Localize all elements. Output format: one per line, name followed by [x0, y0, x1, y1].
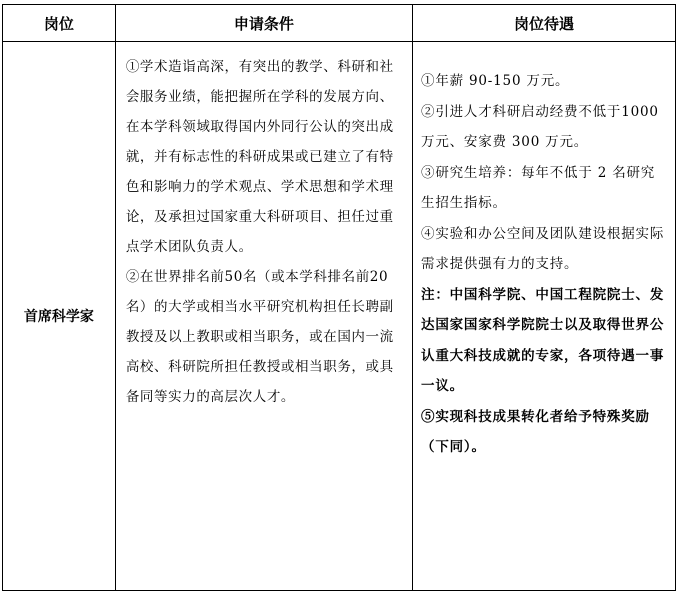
header-conditions: 申请条件 — [115, 5, 412, 42]
treatment-3: ③研究生培养：每年不低于 2 名研究生招生指标。 — [421, 164, 656, 211]
treatment-cell — [413, 42, 676, 591]
treatment-note: 注：中国科学院、中国工程院院士、发达国家国家科学院院士以及取得世界公认重大科技成就的专家，各项待遇一事一议。 — [421, 286, 665, 394]
treatment-1: ①年薪 90-150 万元。 — [421, 73, 570, 89]
position-table — [2, 4, 676, 591]
table-row — [3, 42, 676, 591]
conditions-cell — [115, 42, 412, 591]
treatment-4: ④实验和办公空间及团队建设根据实际需求提供强有力的支持。 — [421, 225, 665, 272]
condition-1: ①学术造诣高深，有突出的教学、科研和社会服务业绩，能把握所在学科的发展方向、在本学科领域取得国内外同行公认的突出成就，并有标志性的科研成果或已建立了有特色和影响力的学术观点、学术思想和学术理论，及承担过国家重大科研项目、担任过重点学术团队负责人。 — [125, 59, 394, 255]
header-treatment: 岗位待遇 — [413, 5, 676, 42]
post-name: 首席科学家 — [3, 42, 116, 591]
treatment-bonus: ⑤实现科技成果转化者给予特殊奖励（下同）。 — [421, 408, 650, 455]
treatment-2: ②引进人才科研启动经费不低于1000万元、安家费 300 万元。 — [421, 103, 659, 150]
condition-2: ②在世界排名前50名（或本学科排名前20名）的大学或相当水平研究机构担任长聘副教授及以上教职或相当职务，或在国内一流高校、科研院所担任教授或相当职务，或具备同等实力的高层次人才。 — [125, 269, 394, 405]
header-post: 岗位 — [3, 5, 116, 42]
table-header-row — [3, 5, 676, 42]
